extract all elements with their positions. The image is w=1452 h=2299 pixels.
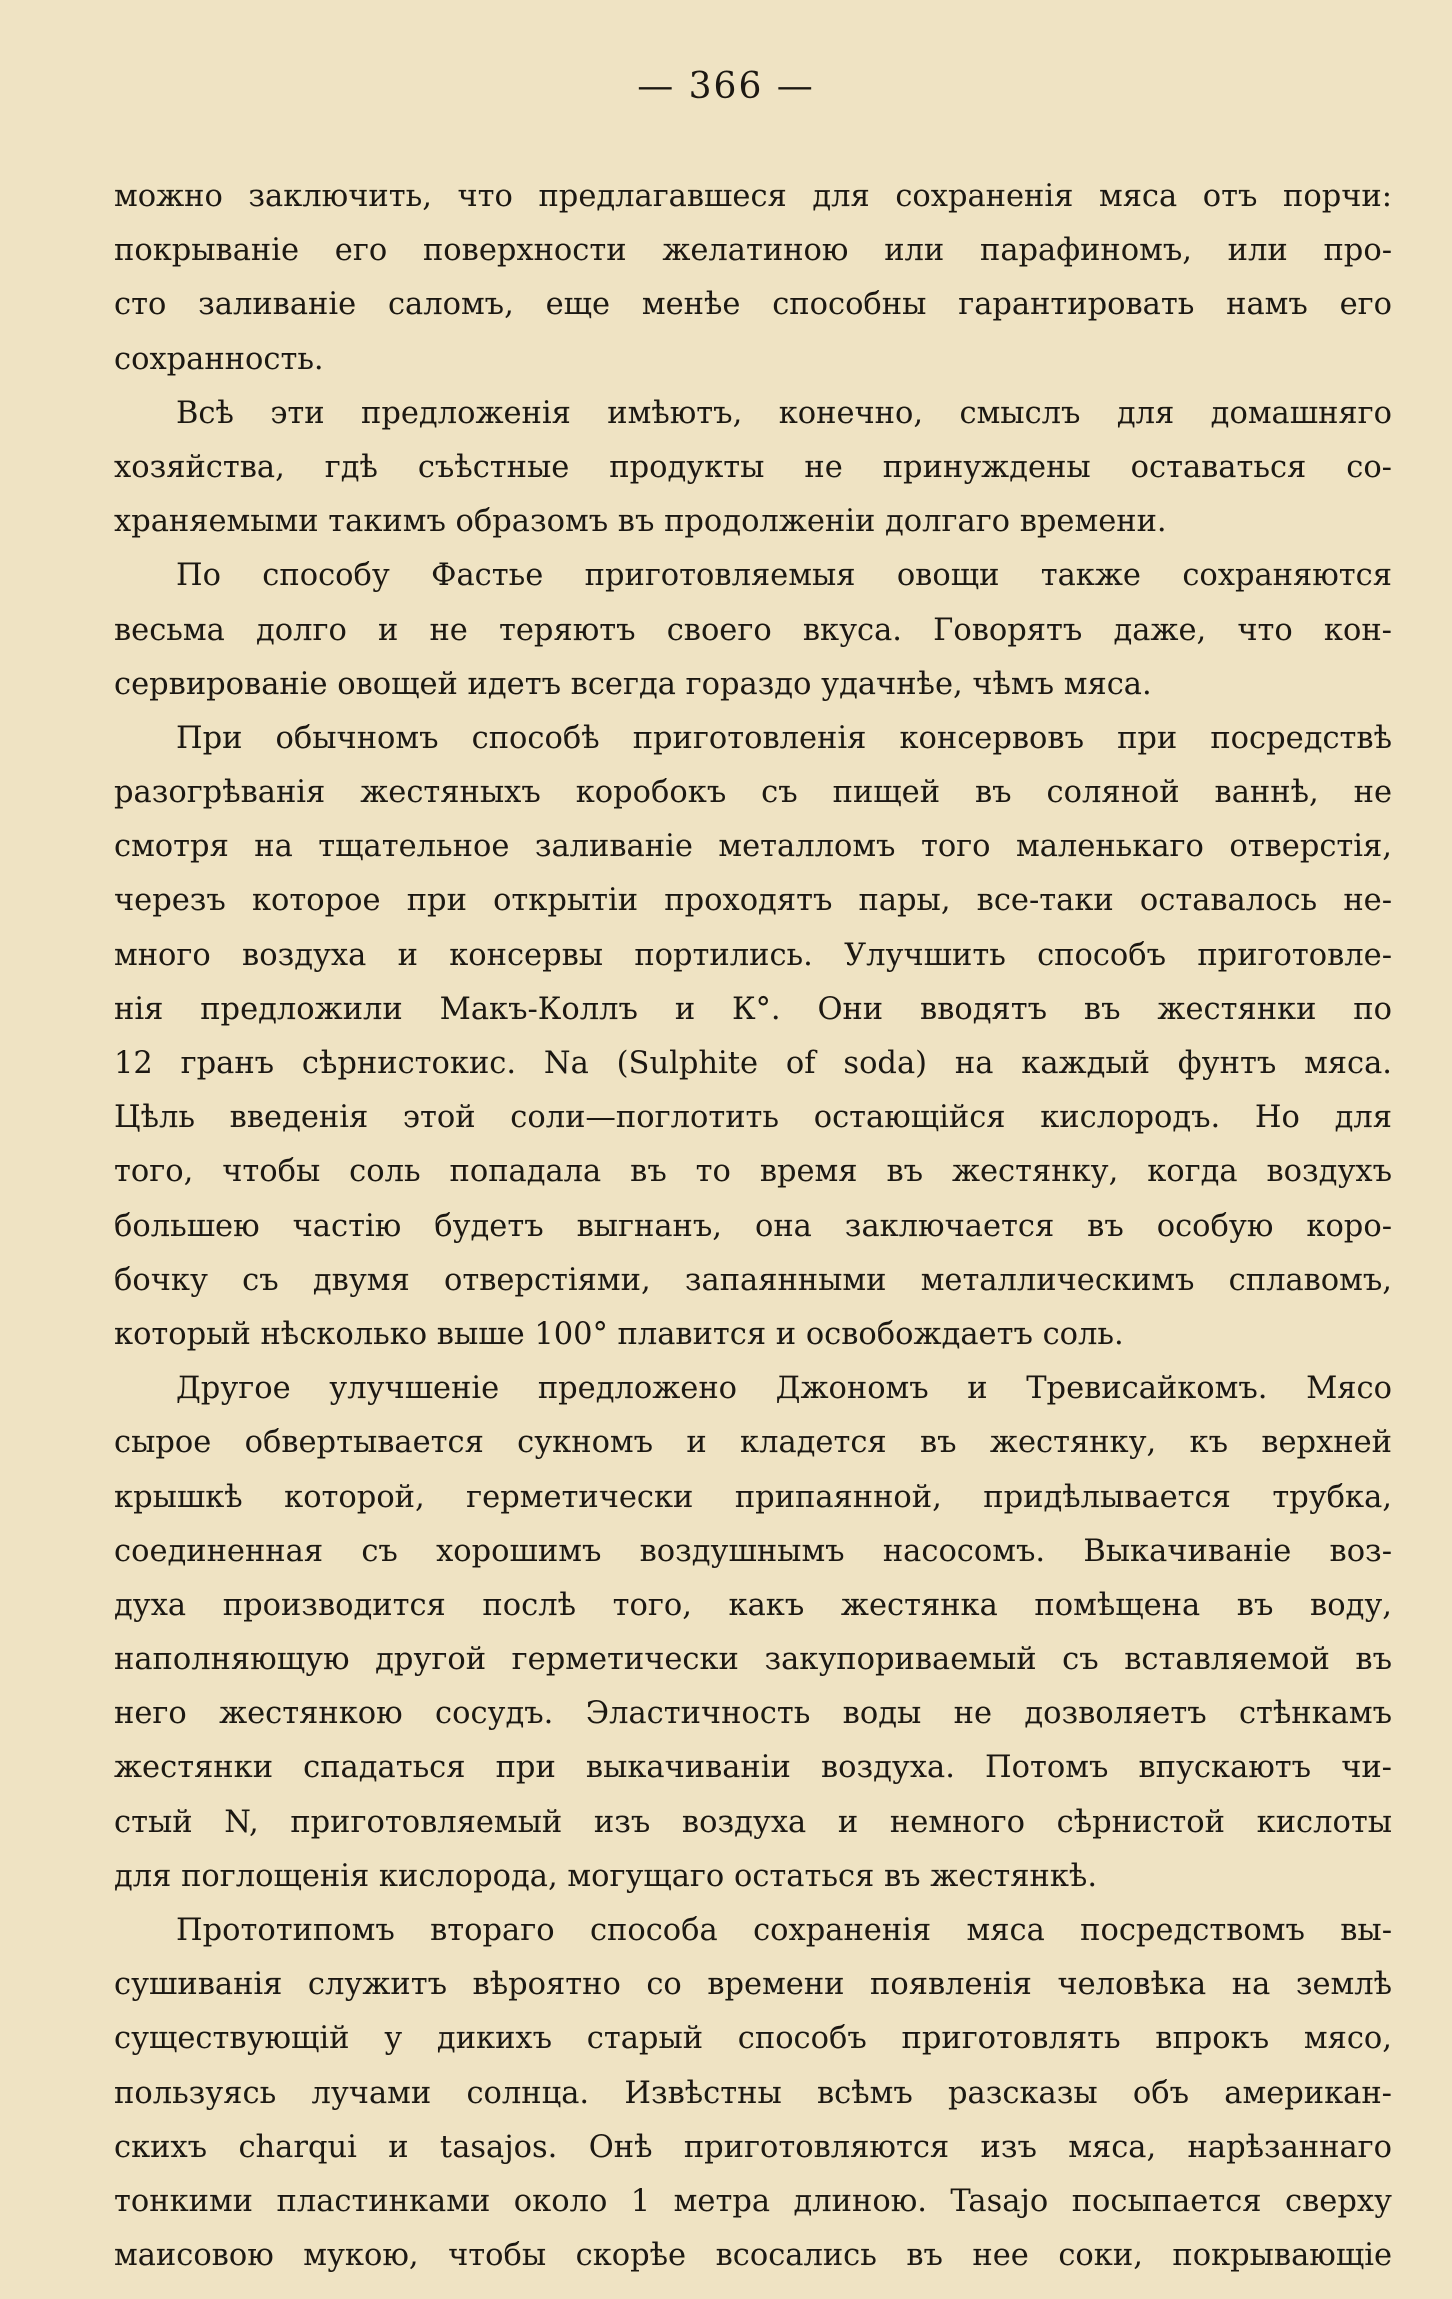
text-line: сервированіе овощей идетъ всегда гораздо удачнѣе, чѣмъ мяса. — [114, 666, 1152, 702]
text-line: бочку съ двумя отверстіями, запаянными металлическимъ сплавомъ, — [114, 1262, 1392, 1298]
text-line: маисовою мукою, чтобы скорѣе всосались въ нее соки, покрывающіе — [114, 2238, 1392, 2274]
text-line: разогрѣванія жестяныхъ коробокъ съ пищей въ соляной ваннѣ, не — [114, 775, 1392, 811]
text-line: смотря на тщательное заливаніе металломъ того маленькаго отверстія, — [114, 829, 1392, 865]
text-line: для поглощенія кислорода, могущаго остаться въ жестянкѣ. — [114, 1858, 1098, 1894]
text-line: 12 гранъ сѣрнистокис. Na (Sulphite of soda) на каждый фунтъ мяса. — [114, 1046, 1392, 1081]
text-line: хозяйства, гдѣ съѣстные продукты не принуждены оставаться со- — [114, 449, 1392, 485]
text-line: много воздуха и консервы портились. Улучшить способъ приготовле- — [114, 937, 1392, 973]
text-line: сушиванія служитъ вѣроятно со времени появленія человѣка на землѣ — [114, 1967, 1392, 2003]
text-line: который нѣсколько выше 100° плавится и освобождаетъ соль. — [114, 1316, 1124, 1352]
page-number: — 366 — — [637, 66, 815, 107]
text-line: нія предложили Макъ-Коллъ и К°. Они вводятъ въ жестянки по — [114, 991, 1392, 1027]
text-line: духа производится послѣ того, какъ жестянка помѣщена въ воду, — [114, 1587, 1392, 1623]
text-line: крышкѣ которой, герметически припаянной, придѣлывается трубка, — [114, 1479, 1392, 1515]
text-line: покрываніе его поверхности желатиною или парафиномъ, или про- — [114, 233, 1392, 269]
text-line: жестянки спадаться при выкачиваніи воздуха. Потомъ впускаютъ чи- — [114, 1750, 1392, 1786]
text-line: сохранность. — [114, 341, 324, 377]
text-line: храняемыми такимъ образомъ въ продолженіи долгаго времени. — [114, 504, 1167, 540]
text-line: стый N, приготовляемый изъ воздуха и немного сѣрнистой кислоты — [114, 1804, 1392, 1840]
text-line: соединенная съ хорошимъ воздушнымъ насосомъ. Выкачиваніе воз- — [114, 1533, 1392, 1569]
text-line: тонкими пластинками около 1 метра длиною. Tasajo посыпается сверху — [114, 2183, 1392, 2219]
text-line: весьма долго и не теряютъ своего вкуса. Говорятъ даже, что кон- — [114, 612, 1392, 648]
text-line: Цѣль введенія этой соли—поглотить остающійся кислородъ. Но для — [114, 1100, 1392, 1136]
text-line: него жестянкою сосудъ. Эластичность воды не дозволяетъ стѣнкамъ — [114, 1696, 1392, 1732]
text-line: пользуясь лучами солнца. Извѣстны всѣмъ разсказы объ американ- — [114, 2075, 1392, 2111]
text-line: можно заключить, что предлагавшеся для сохраненія мяса отъ порчи: — [114, 179, 1392, 214]
text-line: сто заливаніе саломъ, еще менѣе способны гарантировать намъ его — [114, 287, 1392, 323]
text-line: существующій у дикихъ старый способъ приготовлять впрокъ мясо, — [114, 2021, 1392, 2057]
text-line: По способу Фастье приготовляемыя овощи также сохраняются — [176, 558, 1392, 594]
text-line: скихъ charqui и tasajos. Онѣ приготовляются изъ мяса, нарѣзаннаго — [114, 2129, 1392, 2165]
text-line: Прототипомъ втораго способа сохраненія мяса посредствомъ вы- — [176, 1913, 1392, 1948]
text-line: черезъ которое при открытіи проходятъ пары, все-таки оставалось не- — [114, 883, 1392, 919]
text-line: сырое обвертывается сукномъ и кладется въ жестянку, къ верхней — [114, 1425, 1392, 1461]
text-line: большею частію будетъ выгнанъ, она заключается въ особую коро- — [114, 1208, 1392, 1244]
text-line: Всѣ эти предложенія имѣютъ, конечно, смыслъ для домашняго — [176, 395, 1392, 431]
text-line: того, чтобы соль попадала въ то время въ жестянку, когда воздухъ — [114, 1154, 1392, 1190]
text-line: При обычномъ способѣ приготовленія консервовъ при посредствѣ — [176, 720, 1392, 756]
text-line: наполняющую другой герметически закупориваемый съ вставляемой въ — [114, 1642, 1392, 1678]
text-line: Другое улучшеніе предложено Джономъ и Тревисайкомъ. Мясо — [176, 1371, 1392, 1407]
body-text — [114, 170, 1392, 2283]
